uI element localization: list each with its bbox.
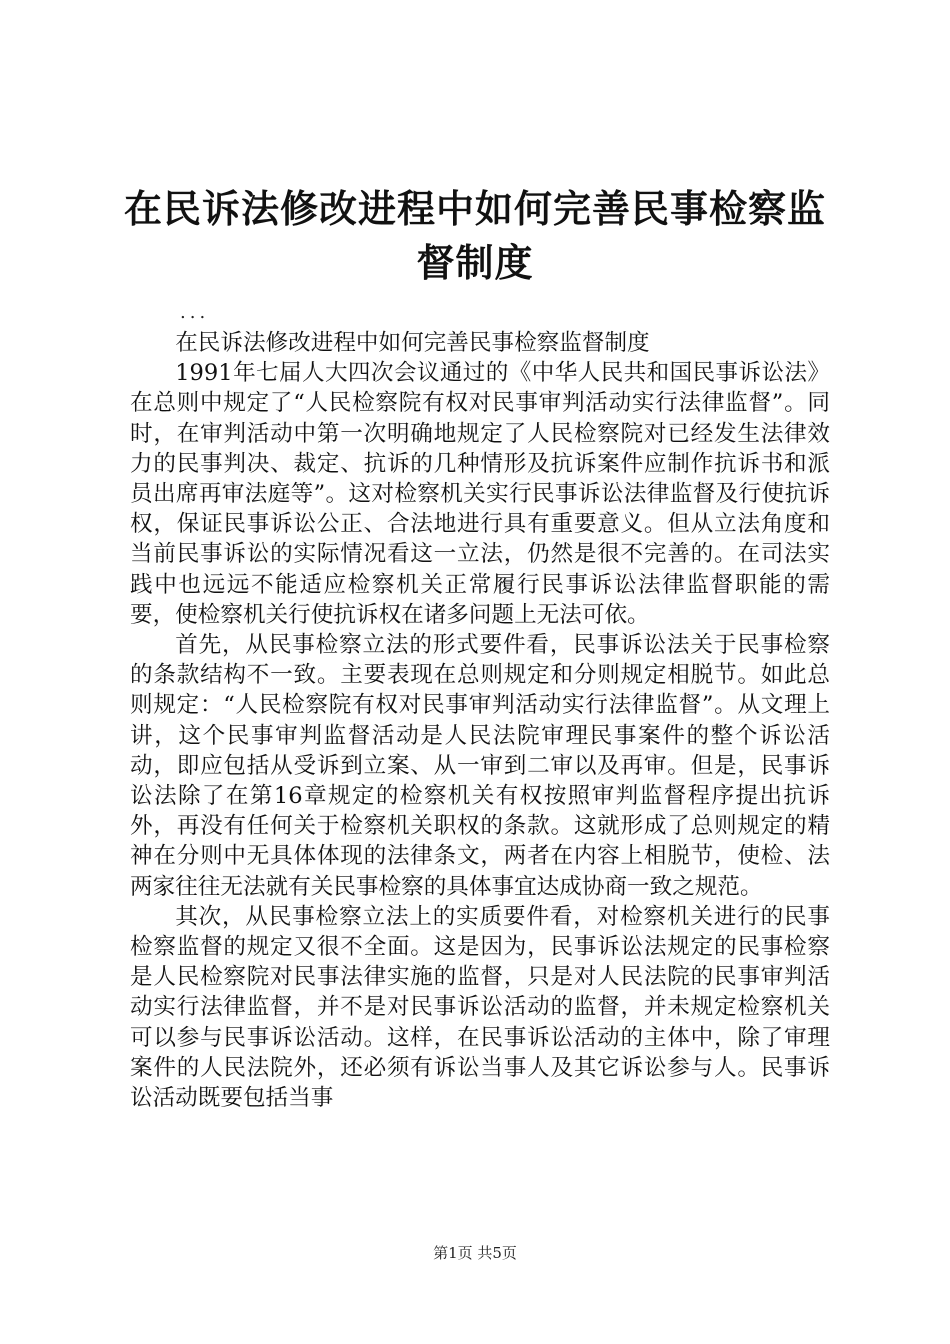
paragraph: 其次，从民事检察立法上的实质要件看，对检察机关进行的民事检察监督的规定又很不全面。这是因为，民事诉讼法规定的民事检察是人民检察院对民事法律实施的监督，只是对人民法院的民事审判活动实行法律监督，并不是对民事诉讼活动的监督，并未规定检察机关可以参与民事诉讼活动。这样，在民事诉讼活动的主体中，除了审理案件的人民法院外，还必须有诉讼当事人及其它诉讼参与人。民事诉讼活动既要包括当事 (130, 903, 830, 1112)
ellipsis-marker: ... (180, 302, 210, 323)
paragraph-subtitle: 在民诉法修改进程中如何完善民事检察监督制度 (175, 330, 650, 356)
document-body (130, 328, 830, 1113)
paragraph: 首先，从民事检察立法的形式要件看，民事诉讼法关于民事检察的条款结构不一致。主要表现在总则规定和分则规定相脱节。如此总则规定：“人民检察院有权对民事审判活动实行法律监督”。从文理上讲，这个民事审判监督活动是人民法院审理民事案件的整个诉讼活动，即应包括从受诉到立案、从一审到二审以及再审。但是，民事诉讼法除了在第16章规定的检察机关有权按照审判监督程序提出抗诉外，再没有任何关于检察机关职权的条款。这就形成了总则规定的精神在分则中无具体体现的法律条文，两者在内容上相脱节，使检、法两家往往无法就有关民事检察的具体事宜达成协商一致之规范。 (130, 632, 830, 900)
paragraph: 1991年七届人大四次会议通过的《中华人民共和国民事诉讼法》在总则中规定了“人民检察院有权对民事审判活动实行法律监督”。同时，在审判活动中第一次明确地规定了人民检察院对已经发生法律效力的民事判决、裁定、抗诉的几种情形及抗诉案件应制作抗诉书和派员出席再审法庭等”。这对检察机关实行民事诉讼法律监督及行使抗诉权，保证民事诉讼公正、合法地进行具有重要意义。但从立法角度和当前民事诉讼的实际情况看这一立法，仍然是很不完善的。在司法实践中也远远不能适应检察机关正常履行民事诉讼法律监督职能的需要，使检察机关行使抗诉权在诸多问题上无法可依。 (130, 360, 830, 628)
document-title: 在民诉法修改进程中如何完善民事检察监督制度 (123, 187, 826, 285)
page-number-footer: 第1页 共5页 (433, 1244, 517, 1262)
